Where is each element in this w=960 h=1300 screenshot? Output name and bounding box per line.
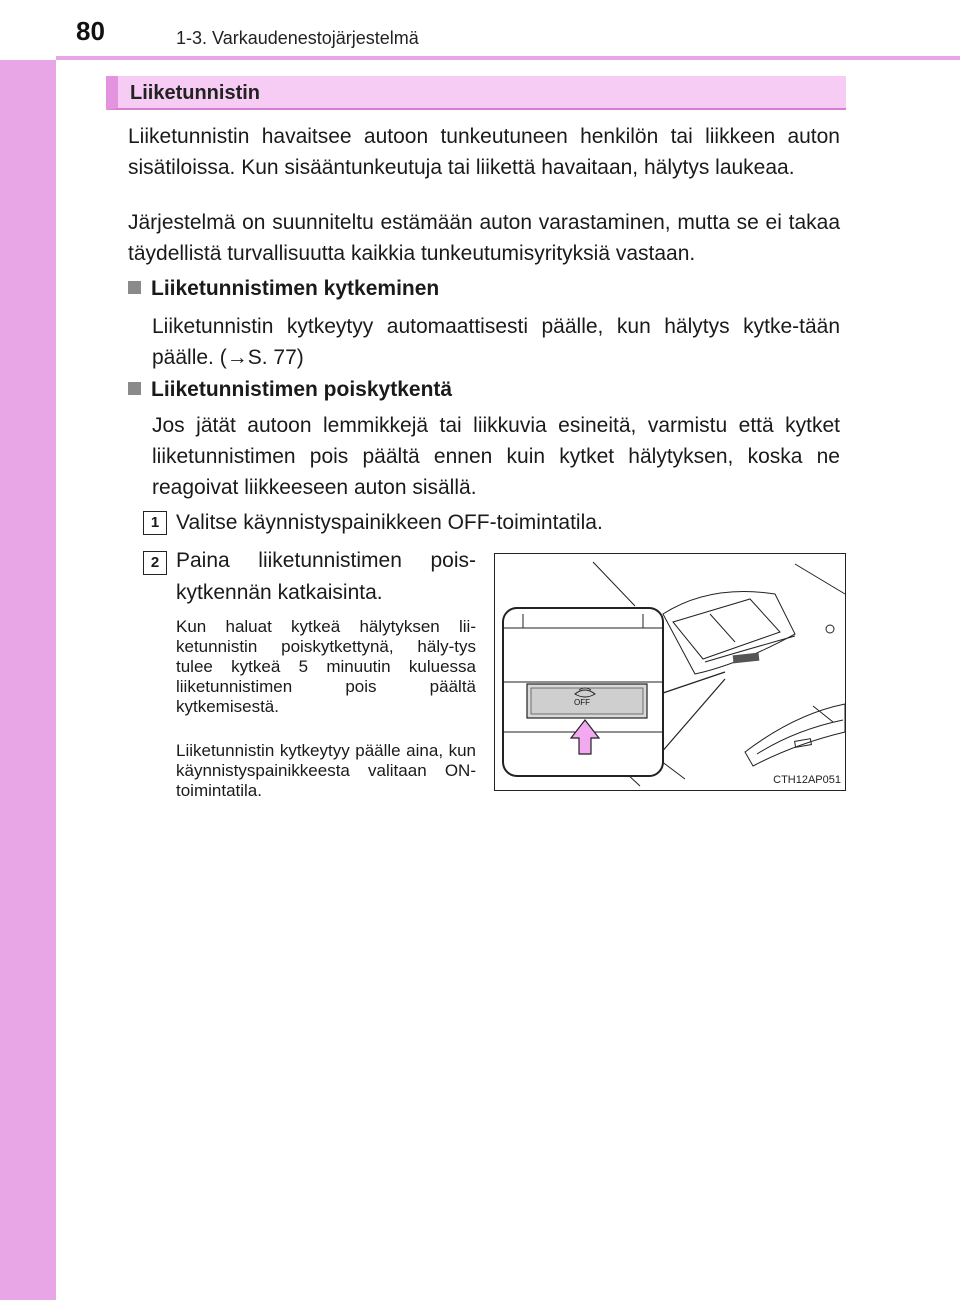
- figure-code: CTH12AP051: [773, 774, 841, 786]
- enable-heading: [128, 277, 439, 301]
- overhead-console-illustration: [494, 553, 846, 791]
- enable-heading-text: Liiketunnistimen kytkeminen: [151, 277, 440, 300]
- enable-paragraph: [152, 311, 840, 373]
- console-drawing: [495, 554, 847, 792]
- enable-text: Liiketunnistin kytkeytyy automaattisesti päälle, kun hälytys kytke-tään päälle. (: [152, 315, 840, 369]
- page-number: 80: [76, 16, 105, 46]
- note-paragraph-2: Liiketunnistin kytkeytyy päälle aina, kun käynnistyspainikkeesta valitaan ON-toimintatila.: [176, 741, 476, 800]
- chapter-title: 1-3. Varkaudenestojärjestelmä: [176, 28, 419, 48]
- disable-heading: [128, 378, 452, 402]
- bullet-square-icon: [128, 281, 141, 294]
- bullet-square-icon: [128, 382, 141, 395]
- intro-paragraph-1: Liiketunnistin havaitsee autoon tunkeutuneen henkilön tai liikkeen auton sisätiloissa. Kun sisääntunkeutuja tai liikettä havaitaan, hälytys laukeaa.: [128, 125, 840, 179]
- enable-page-reference: S. 77): [247, 346, 304, 369]
- section-header: [106, 76, 846, 110]
- reference-arrow-icon: →: [226, 346, 248, 369]
- header-rule: [56, 56, 960, 60]
- step-1-text: Valitse käynnistyspainikkeen OFF-toimintatila.: [176, 511, 603, 534]
- switch-off-label: OFF: [574, 698, 590, 707]
- intro-paragraph-2: Järjestelmä on suunniteltu estämään auton varastaminen, mutta se ei takaa täydellistä turvallisuutta kaikkia tunkeutumisyrityksiä vastaan.: [128, 211, 840, 265]
- step-number-badge: 2: [143, 551, 167, 575]
- step-2-text: Paina liiketunnistimen pois-kytkennän katkaisinta.: [176, 549, 476, 604]
- disable-heading-text: Liiketunnistimen poiskytkentä: [151, 378, 453, 401]
- step-number-badge: 1: [143, 511, 167, 535]
- disable-paragraph: Jos jätät autoon lemmikkejä tai liikkuvia esineitä, varmistu että kytket liiketunnistimen pois päältä ennen kuin kytket hälytyksen, koska ne reagoivat liikkeeseen auton sisällä.: [152, 414, 840, 499]
- note-paragraph-1: Kun haluat kytkeä hälytyksen lii-ketunnistin poiskytkettynä, häly-tys tulee kytkeä 5 minuutin kuluessa liiketunnistimen pois päältä kytkemisestä.: [176, 617, 476, 716]
- side-color-band: [0, 0, 56, 1300]
- page-header: [0, 0, 960, 60]
- section-title: Liiketunnistin: [130, 82, 260, 104]
